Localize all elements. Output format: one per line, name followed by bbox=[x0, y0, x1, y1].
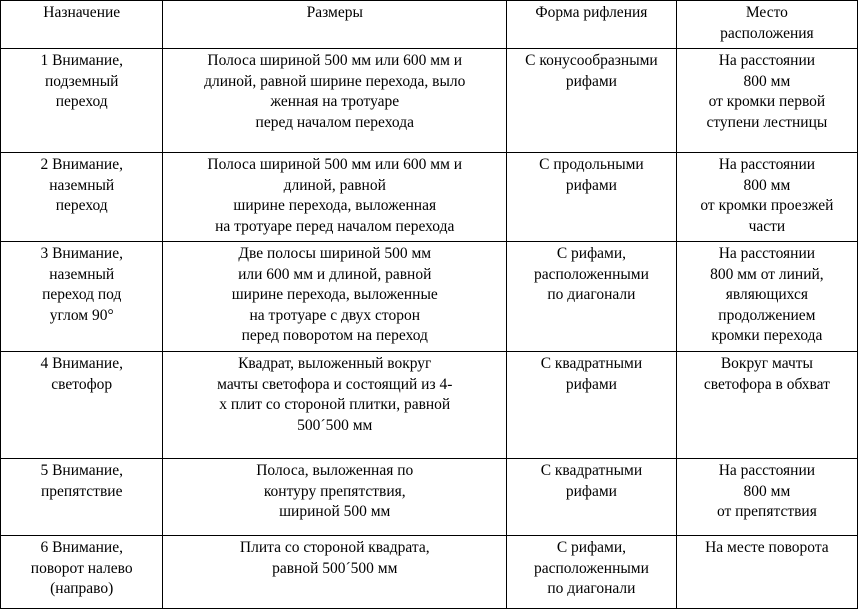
table-row bbox=[1, 49, 858, 153]
header-row bbox=[1, 1, 858, 49]
cell-corrugation-shape: С квадратными рифами bbox=[507, 352, 677, 459]
cell-dimensions: Полоса шириной 500 мм или 600 мм и длиной, равной ширине перехода, выложенная на тротуаре перед началом перехода bbox=[163, 153, 507, 242]
header-location: Место расположения bbox=[676, 1, 857, 49]
cell-dimensions: Полоса, выложенная по контуру препятствия, шириной 500 мм bbox=[163, 459, 507, 536]
cell-location: На расстоянии 800 мм от кромки первой ступени лестницы bbox=[676, 49, 857, 153]
table-row bbox=[1, 352, 858, 459]
header-purpose: Назначение bbox=[1, 1, 163, 49]
table-row bbox=[1, 459, 858, 536]
cell-corrugation-shape: С продольными рифами bbox=[507, 153, 677, 242]
cell-purpose: 6 Внимание, поворот налево (направо) bbox=[1, 536, 163, 609]
cell-location: Вокруг мачты светофора в обхват bbox=[676, 352, 857, 459]
cell-location: На расстоянии 800 мм от кромки проезжей части bbox=[676, 153, 857, 242]
cell-purpose: 2 Внимание, наземный переход bbox=[1, 153, 163, 242]
cell-corrugation-shape: С рифами, расположенными по диагонали bbox=[507, 536, 677, 609]
cell-purpose: 4 Внимание, светофор bbox=[1, 352, 163, 459]
cell-location: На расстоянии 800 мм от линий, являющихся продолжением кромки перехода bbox=[676, 242, 857, 352]
cell-corrugation-shape: С рифами, расположенными по диагонали bbox=[507, 242, 677, 352]
cell-purpose: 1 Внимание, подземный переход bbox=[1, 49, 163, 153]
cell-dimensions: Две полосы шириной 500 мм или 600 мм и длиной, равной ширине перехода, выложенные на тротуаре с двух сторон перед поворотом на переход bbox=[163, 242, 507, 352]
cell-dimensions: Полоса шириной 500 мм или 600 мм и длиной, равной ширине перехода, выло женная на тротуаре перед началом перехода bbox=[163, 49, 507, 153]
cell-location: На расстоянии 800 мм от препятствия bbox=[676, 459, 857, 536]
header-corrugation-shape: Форма рифления bbox=[507, 1, 677, 49]
cell-purpose: 3 Внимание, наземный переход под углом 90° bbox=[1, 242, 163, 352]
table-row bbox=[1, 153, 858, 242]
cell-corrugation-shape: С квадратными рифами bbox=[507, 459, 677, 536]
cell-dimensions: Плита со стороной квадрата, равной 500´500 мм bbox=[163, 536, 507, 609]
table-row bbox=[1, 536, 858, 609]
cell-corrugation-shape: С конусообразными рифами bbox=[507, 49, 677, 153]
cell-location: На месте поворота bbox=[676, 536, 857, 609]
cell-purpose: 5 Внимание, препятствие bbox=[1, 459, 163, 536]
table-row bbox=[1, 242, 858, 352]
cell-dimensions: Квадрат, выложенный вокруг мачты светофора и состоящий из 4- х плит со стороной плитки, равной 500´500 мм bbox=[163, 352, 507, 459]
header-dimensions: Размеры bbox=[163, 1, 507, 49]
